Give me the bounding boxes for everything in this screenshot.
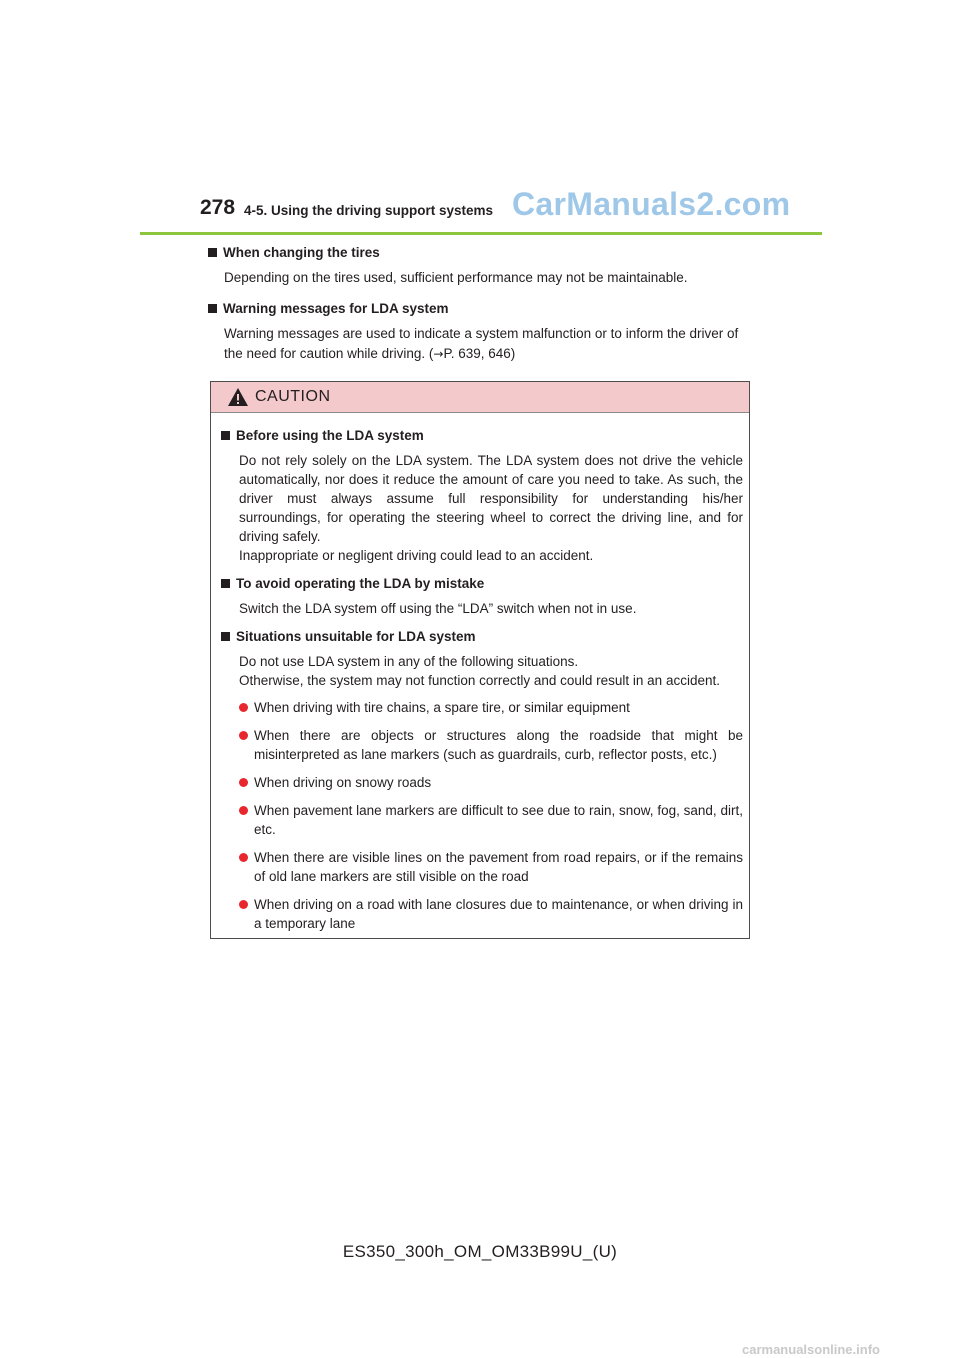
topic-heading	[208, 300, 756, 318]
list-item-text: When there are visible lines on the pavement from road repairs, or if the remains of old lane markers are still visible on the road	[254, 850, 743, 884]
list-item	[239, 895, 743, 933]
caution-box	[210, 381, 750, 939]
topic-text	[224, 324, 756, 364]
caution-header	[211, 382, 749, 413]
topic-text-body: Warning messages are used to indicate a system malfunction or to inform the driver of the need for caution while driving. (	[224, 326, 739, 361]
page-reference-link[interactable]: P. 639, 646)	[443, 346, 516, 361]
list-item	[239, 848, 743, 886]
caution-item-heading-text: Situations unsuitable for LDA system	[236, 629, 476, 644]
list-item-text: When pavement lane markers are difficult to see due to rain, snow, fog, sand, dirt, etc.	[254, 803, 743, 837]
caution-item-before-using	[221, 427, 743, 565]
list-item-text: When driving with tire chains, a spare tire, or similar equipment	[254, 700, 630, 715]
red-dot-bullet-icon	[239, 731, 248, 740]
header-divider	[140, 232, 822, 235]
caution-item-text	[239, 652, 743, 690]
caution-paragraph: Do not use LDA system in any of the following situations.	[239, 654, 579, 669]
topic-heading-text: Warning messages for LDA system	[223, 301, 449, 316]
square-bullet-icon	[221, 431, 230, 440]
caution-item-heading-text: To avoid operating the LDA by mistake	[236, 576, 485, 591]
caution-paragraph: Otherwise, the system may not function correctly and could result in an accident.	[239, 673, 720, 688]
caution-item-heading	[221, 575, 743, 593]
list-item	[239, 698, 743, 717]
footer-watermark[interactable]: carmanualsonline.info	[742, 1342, 880, 1357]
caution-paragraph: Switch the LDA system off using the “LDA” switch when not in use.	[239, 601, 637, 616]
topic-warning-messages	[208, 300, 756, 364]
list-item	[239, 773, 743, 792]
list-item-text: When driving on snowy roads	[254, 775, 432, 790]
document-code: ES350_300h_OM_OM33B99U_(U)	[342, 1242, 618, 1261]
watermark-logo[interactable]: CarManuals2.com	[512, 186, 791, 222]
section-title: 4-5. Using the driving support systems	[244, 203, 494, 218]
caution-body	[211, 413, 749, 933]
square-bullet-icon	[221, 579, 230, 588]
red-dot-bullet-icon	[239, 806, 248, 815]
situation-list	[239, 698, 743, 933]
intro-section	[208, 244, 756, 376]
list-item-text: When there are objects or structures along the roadside that might be misinterpreted as lane markers (such as guardrails, curb, reflector posts, etc.)	[254, 728, 743, 762]
square-bullet-icon	[221, 632, 230, 641]
red-dot-bullet-icon	[239, 703, 248, 712]
caution-item-heading-text: Before using the LDA system	[236, 428, 424, 443]
red-dot-bullet-icon	[239, 853, 248, 862]
list-item	[239, 726, 743, 764]
warning-triangle-icon	[227, 387, 249, 407]
caution-item-unsuitable-situations	[221, 628, 743, 933]
square-bullet-icon	[208, 248, 217, 257]
topic-tires	[208, 244, 756, 288]
topic-text: Depending on the tires used, sufficient performance may not be maintainable.	[224, 270, 688, 285]
caution-item-avoid-mistake	[221, 575, 743, 618]
caution-item-text	[239, 451, 743, 565]
caution-item-text	[239, 599, 743, 618]
list-item	[239, 801, 743, 839]
red-dot-bullet-icon	[239, 778, 248, 787]
caution-title: CAUTION	[255, 388, 331, 405]
arrow-right-icon: →	[433, 347, 444, 361]
caution-item-heading	[221, 427, 743, 445]
caution-item-heading	[221, 628, 743, 646]
topic-heading	[208, 244, 756, 262]
page-number: 278	[200, 196, 236, 219]
red-dot-bullet-icon	[239, 900, 248, 909]
list-item-text: When driving on a road with lane closures due to maintenance, or when driving in a temporary lane	[254, 897, 743, 931]
caution-paragraph: Do not rely solely on the LDA system. The LDA system does not drive the vehicle automatically, nor does it reduce the amount of care you need to take. As such, the driver must always assume full responsibility for understanding his/her surroundings, for operating the steering wheel to correct the driving line, and for driving safely.	[239, 453, 743, 544]
topic-heading-text: When changing the tires	[223, 245, 380, 260]
caution-paragraph: Inappropriate or negligent driving could lead to an accident.	[239, 548, 594, 563]
square-bullet-icon	[208, 304, 217, 313]
